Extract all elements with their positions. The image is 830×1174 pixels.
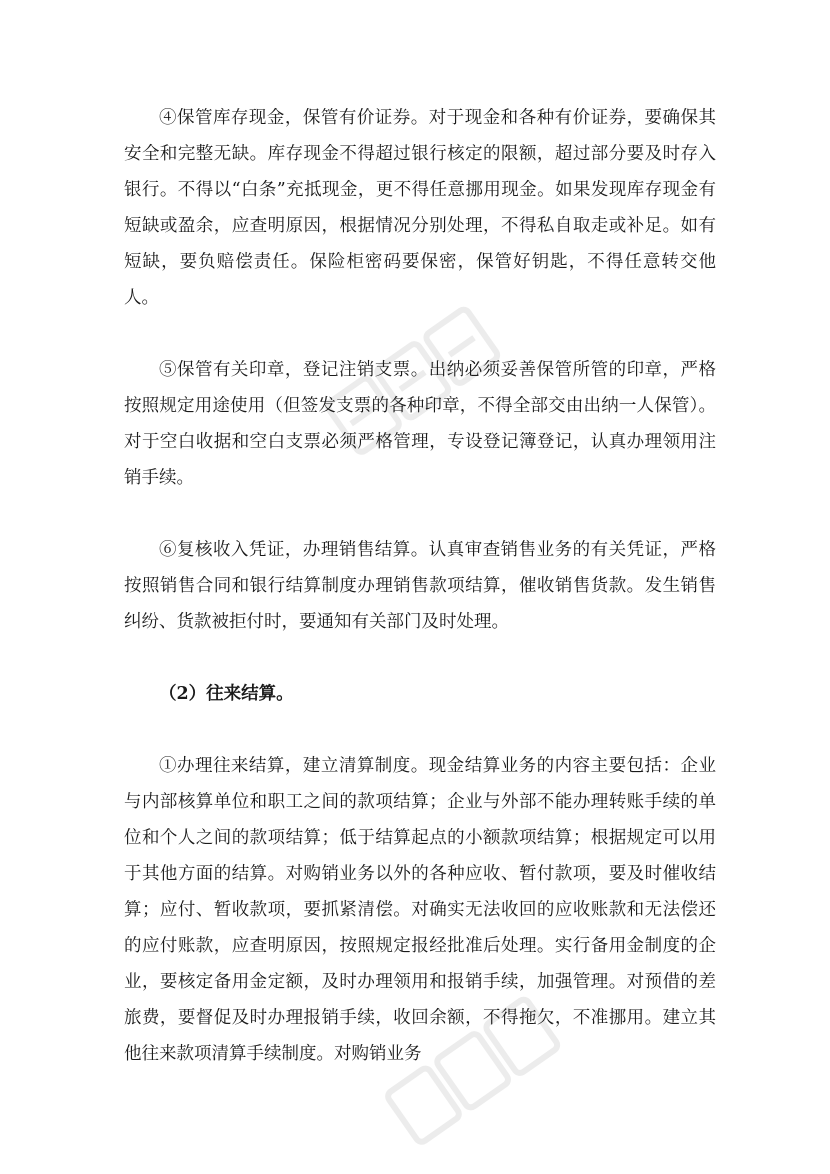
document-body — [124, 100, 716, 1108]
paragraph-current-settlement: ①办理往来结算，建立清算制度。现金结算业务的内容主要包括：企业与内部核算单位和职工之间的款项结算；企业与外部不能办理转账手续的单位和个人之间的款项结算；低于结算起点的小额款项结算；根据规定可以用于其他方面的结算。对购销业务以外的各种应收、暂付款项，要及时催收结算；应付、暂收款项，要抓紧清偿。对确实无法收回的应收账款和无法偿还的应付账款，应查明原因，按照规定报经批准后处理。实行备用金制度的企业，要核定备用金定额，及时办理领用和报销手续，加强管理。对预借的差旅费，要督促及时办理报销手续，收回余额，不得拖欠，不准挪用。建立其他往来款项清算手续制度。对购销业务 — [124, 756, 716, 1064]
paragraph-cash-custody: ④保管库存现金，保管有价证券。对于现金和各种有价证券，要确保其安全和完整无缺。库存现金不得超过银行核定的限额，超过部分要及时存入银行。不得以“白条”充抵现金，更不得任意挪用现金。如果发现库存现金有短缺或盈余，应查明原因，根据情况分别处理，不得私自取走或补足。如有短缺，要负赔偿责任。保险柜密码要保密，保管好钥匙，不得任意转交他人。 — [124, 108, 716, 308]
section-heading: （2）往来结算。 — [159, 684, 294, 704]
paragraph-sales-settlement: ⑥复核收入凭证，办理销售结算。认真审查销售业务的有关凭证，严格按照销售合同和银行结算制度办理销售款项结算，催收销售货款。发生销售纠纷、货款被拒付时，要通知有关部门及时处理。 — [124, 540, 716, 632]
paragraph-seal-custody: ⑤保管有关印章，登记注销支票。出纳必须妥善保管所管的印章，严格按照规定用途使用（但签发支票的各种印章，不得全部交由出纳一人保管）。对于空白收据和空白支票必须严格管理，专设登记簿登记，认真办理领用注销手续。 — [124, 360, 716, 488]
